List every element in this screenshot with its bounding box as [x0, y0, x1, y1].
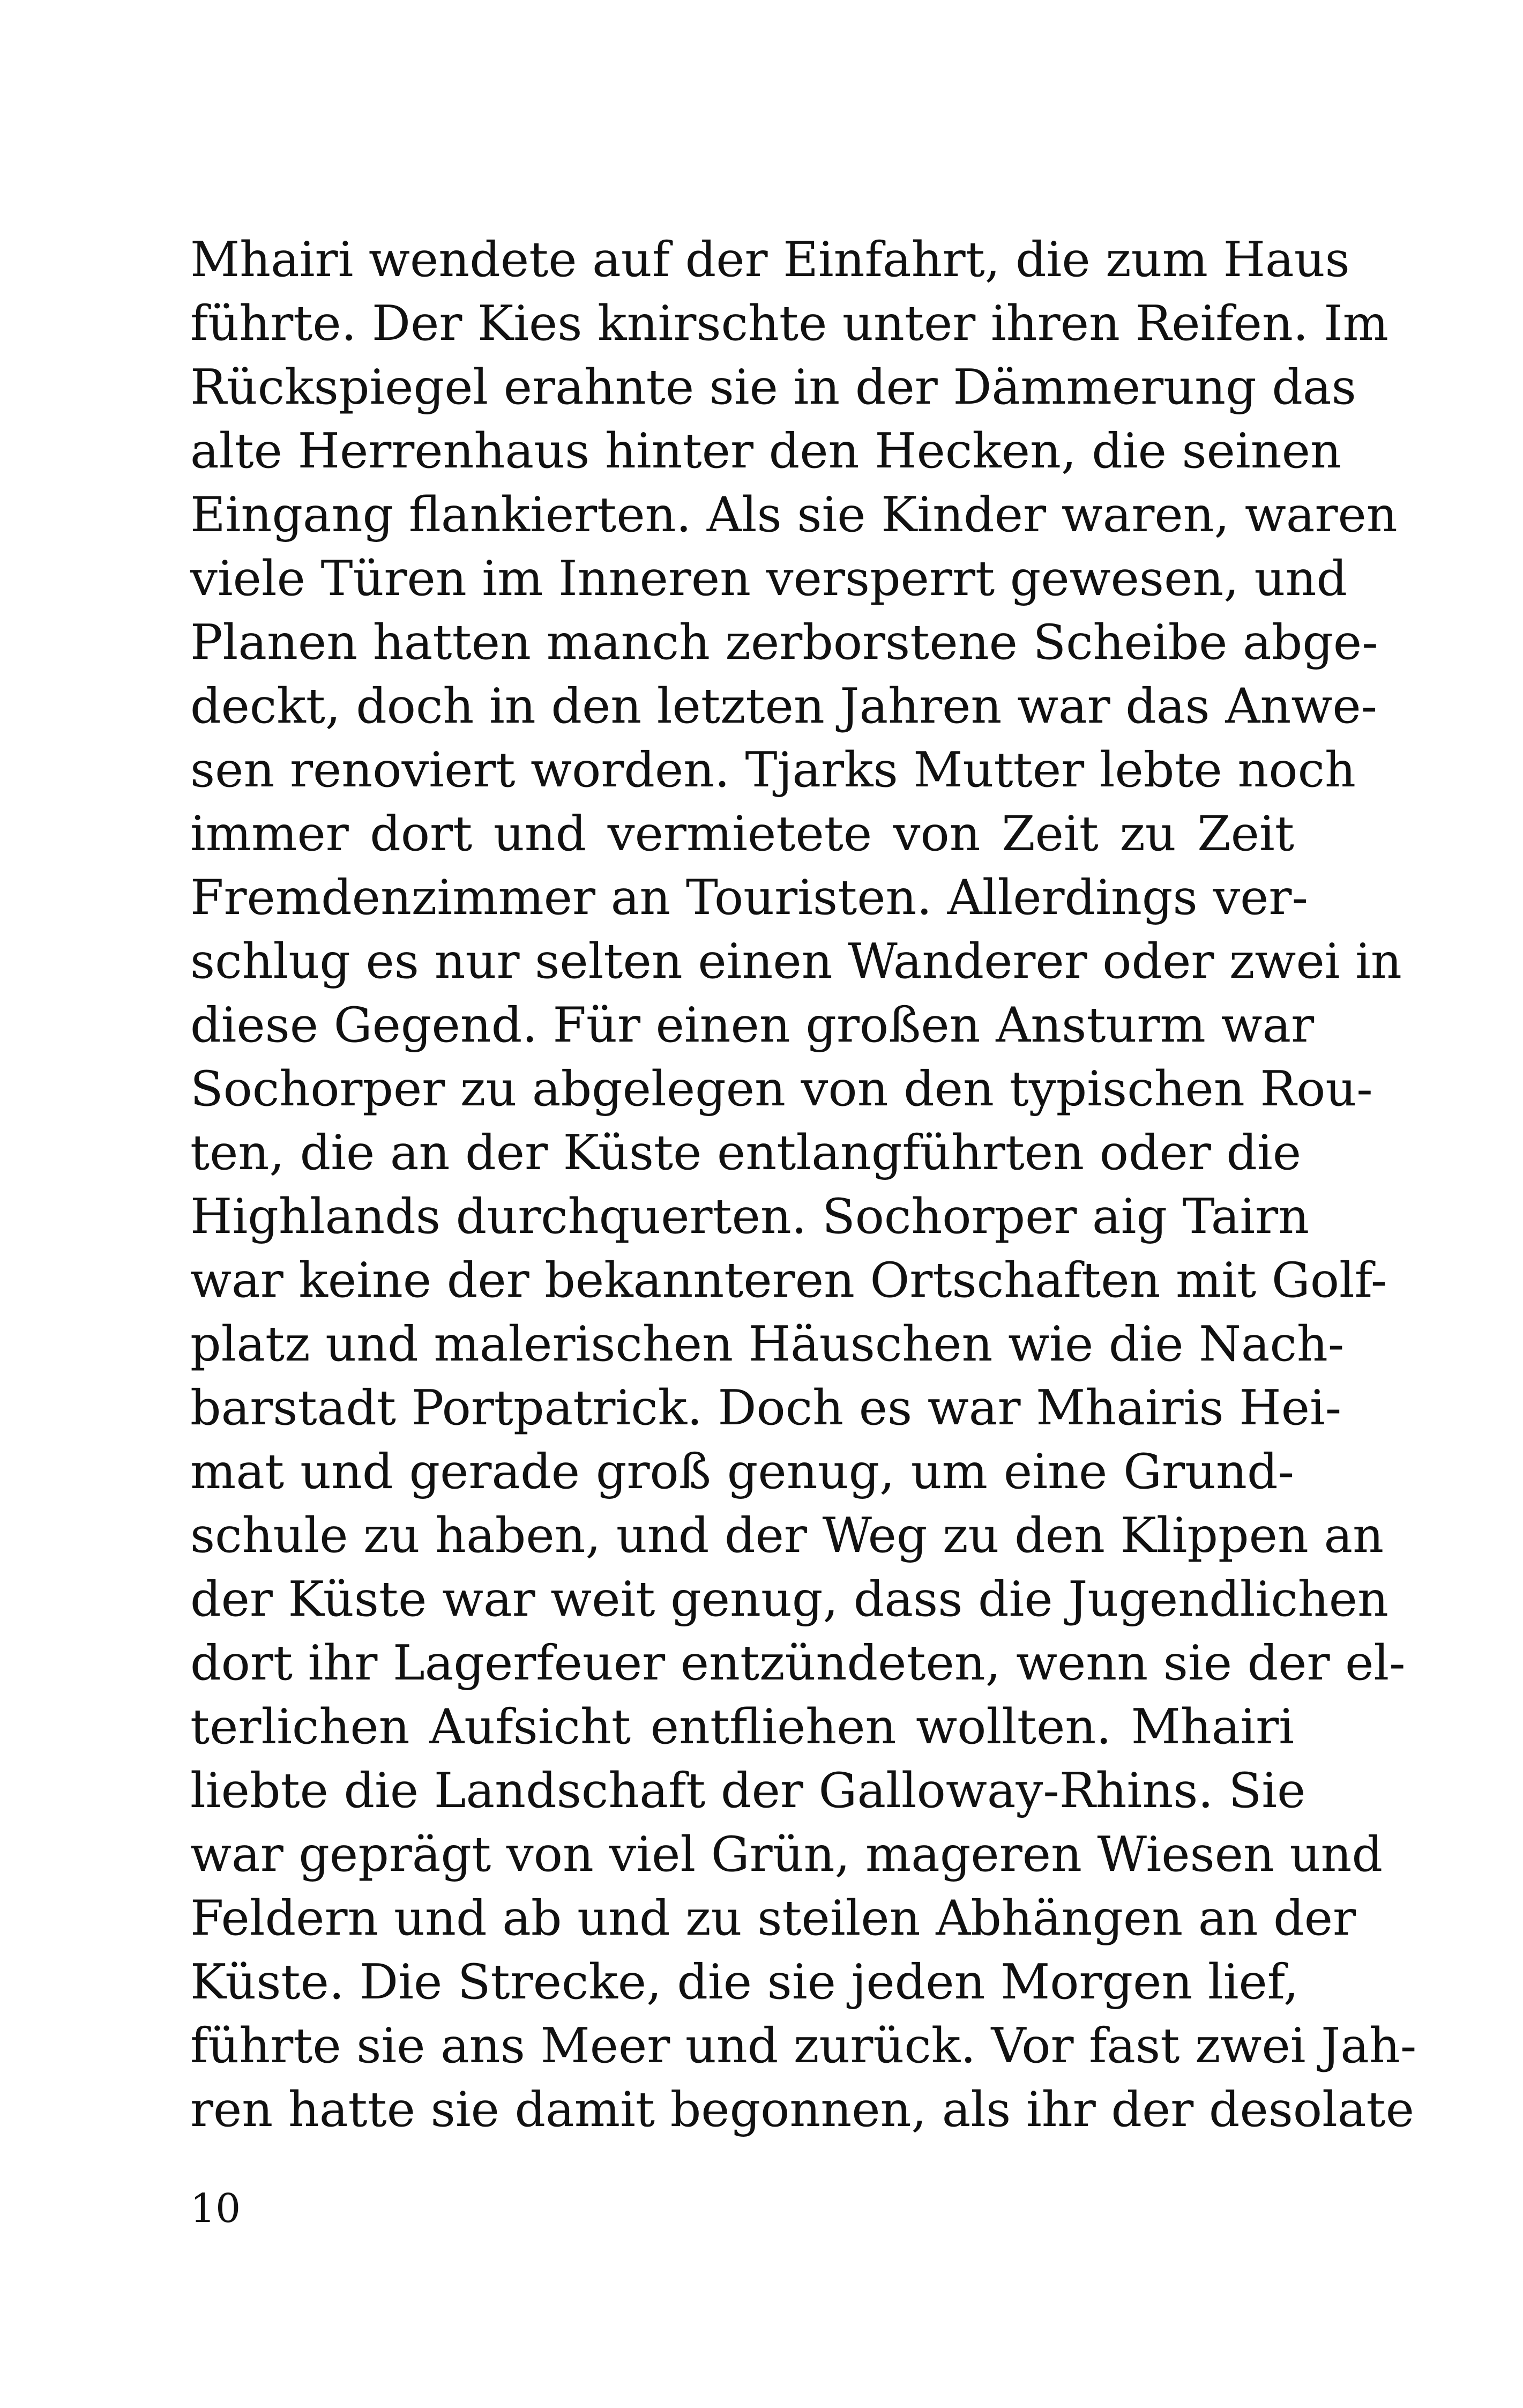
text-line: diese Gegend. Für einen großen Ansturm war — [190, 997, 1315, 1053]
text-line: schule zu haben, und der Weg zu den Klippen an — [190, 1507, 1384, 1564]
text-line: war geprägt von viel Grün, mageren Wiesen und — [190, 1826, 1383, 1883]
text-line: Eingang flankierten. Als sie Kinder waren, waren — [190, 487, 1398, 543]
body-text — [190, 228, 1417, 2142]
text-line: schlug es nur selten einen Wanderer oder zwei in — [190, 933, 1402, 990]
text-line: Planen hatten manch zerborstene Scheibe abge- — [190, 614, 1378, 671]
text-line: Feldern und ab und zu steilen Abhängen an der — [190, 1890, 1356, 1946]
text-line: Mhairi wendete auf der Einfahrt, die zum Haus — [190, 232, 1350, 288]
text-line: deckt, doch in den letzten Jahren war das Anwe- — [190, 678, 1378, 734]
text-line: der Küste war weit genug, dass die Jugendlichen — [190, 1571, 1388, 1627]
page-number: 10 — [190, 2186, 241, 2232]
text-line: sen renoviert worden. Tjarks Mutter lebte noch — [190, 742, 1356, 798]
text-line: führte sie ans Meer und zurück. Vor fast zwei Jah- — [190, 2018, 1417, 2074]
text-line: immer dort und vermietete von Zeit zu Zeit — [190, 806, 1294, 862]
text-line: Fremdenzimmer an Touristen. Allerdings ver- — [190, 869, 1308, 926]
text-line: ren hatte sie damit begonnen, als ihr der desolate — [190, 2082, 1414, 2138]
text-line: alte Herrenhaus hinter den Hecken, die seinen — [190, 423, 1341, 479]
text-line: viele Türen im Inneren versperrt gewesen, und — [190, 551, 1348, 607]
text-line: platz und malerischen Häuschen wie die Nach- — [190, 1316, 1345, 1372]
text-line: terlichen Aufsicht entfliehen wollten. Mhairi — [190, 1699, 1294, 1755]
text-line: ten, die an der Küste entlangführten oder die — [190, 1125, 1302, 1181]
text-line: führte. Der Kies knirschte unter ihren Reifen. Im — [190, 295, 1388, 352]
text-line: Highlands durchquerten. Sochorper aig Tairn — [190, 1188, 1310, 1245]
text-line: mat und gerade groß genug, um eine Grund- — [190, 1444, 1294, 1500]
text-line: war keine der bekannteren Ortschaften mit Golf- — [190, 1252, 1387, 1309]
text-line: Sochorper zu abgelegen von den typischen Rou- — [190, 1061, 1373, 1117]
text-line: Küste. Die Strecke, die sie jeden Morgen lief, — [190, 1954, 1299, 2010]
text-line: Rückspiegel erahnte sie in der Dämmerung das — [190, 359, 1356, 415]
text-line: liebte die Landschaft der Galloway-Rhins. Sie — [190, 1763, 1306, 1819]
text-line: dort ihr Lagerfeuer entzündeten, wenn sie der el- — [190, 1635, 1406, 1691]
text-line: barstadt Portpatrick. Doch es war Mhairis Hei- — [190, 1380, 1342, 1436]
